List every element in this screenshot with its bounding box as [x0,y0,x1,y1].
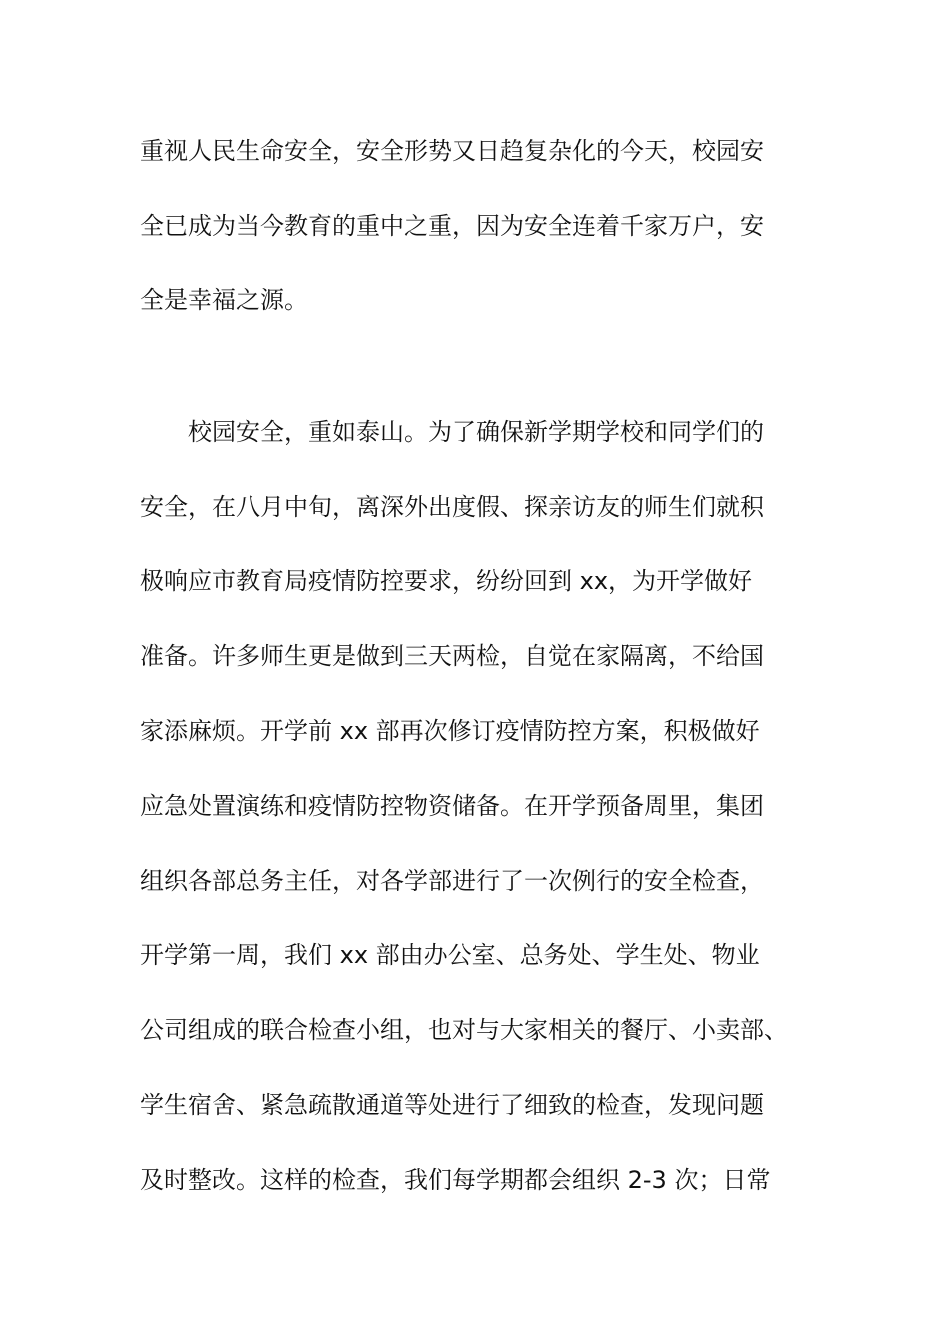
text-line: 安全，在八月中旬，离深外出度假、探亲访友的师生们就积 [140,493,764,521]
text-line: 学生宿舍、紧急疏散通道等处进行了细致的检查，发现问题 [140,1091,764,1119]
text-line: 重视人民生命安全，安全形势又日趋复杂化的今天，校园安 [140,137,764,165]
text-line: 准备。许多师生更是做到三天两检，自觉在家隔离，不给国 [140,642,764,670]
text-line: 开学第一周，我们 xx 部由办公室、总务处、学生处、物业 [140,941,760,969]
text-line: 全已成为当今教育的重中之重，因为安全连着千家万户，安 [140,212,764,240]
text-line: 组织各部总务主任，对各学部进行了一次例行的安全检查， [140,867,764,895]
text-line: 及时整改。这样的检查，我们每学期都会组织 2-3 次；日常 [140,1166,771,1194]
text-line: 全是幸福之源。 [140,286,308,314]
text-line: 应急处置演练和疫情防控物资储备。在开学预备周里，集团 [140,792,764,820]
text-line: 公司组成的联合检查小组，也对与大家相关的餐厅、小卖部、 [140,1016,788,1044]
text-line: 校园安全，重如泰山。为了确保新学期学校和同学们的 [140,418,764,446]
text-line: 家添麻烦。开学前 xx 部再次修订疫情防控方案，积极做好 [140,717,760,745]
text-line: 极响应市教育局疫情防控要求，纷纷回到 xx，为开学做好 [140,567,753,595]
